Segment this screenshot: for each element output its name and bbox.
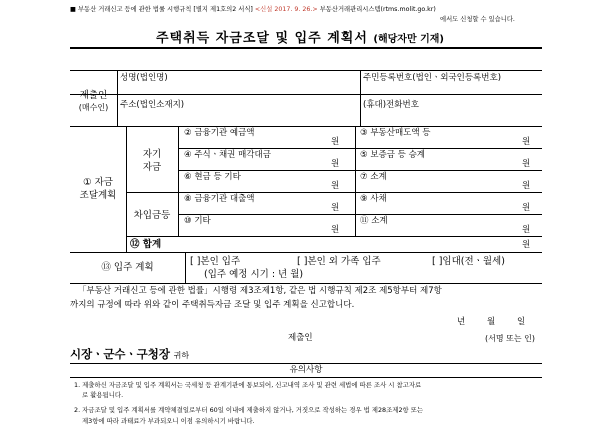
total-label: ⑫ 합계 <box>130 239 162 250</box>
online-note: 에서도 신청할 수 있습니다. <box>440 16 515 23</box>
date-month: 월 <box>487 317 496 327</box>
unit-won: 원 <box>522 181 531 191</box>
recipient-suffix: 귀하 <box>173 351 190 360</box>
self-move-in-checkbox[interactable]: [ ]본인 입주 <box>190 256 241 267</box>
family-move-in-checkbox[interactable]: [ ]본인 외 가족 입주 <box>297 256 381 267</box>
date-year: 년 <box>457 317 466 327</box>
other-borrowing-field[interactable]: ⑩ 기타 <box>184 216 211 226</box>
unit-won: 원 <box>331 203 340 213</box>
funding-section-label-2: 조달계획 <box>79 190 117 201</box>
funding-section-label: ① 자금 <box>83 177 113 188</box>
borrowed-funds-label: 차입금등 <box>133 210 171 221</box>
title-text: 주택취득 자금조달 및 입주 계획서 <box>155 31 368 46</box>
signature-label: 제출인 <box>288 333 313 343</box>
unit-won: 원 <box>331 225 340 235</box>
unit-won: 원 <box>522 203 531 213</box>
unit-won: 원 <box>331 181 340 191</box>
page-title <box>0 27 600 46</box>
submitter-sub-label: (매수인) <box>78 103 109 112</box>
move-in-plan-label: ⑬ 입주 계획 <box>101 262 154 273</box>
statement-line-2: 까지의 규정에 따라 위와 같이 주택취득자금 조달 및 입주 계획을 신고합니다. <box>70 300 355 310</box>
unit-won: 원 <box>331 159 340 169</box>
deposit-succession-field[interactable]: ⑤ 보증금 등 승계 <box>360 150 425 160</box>
signature-note: (서명 또는 인) <box>485 334 535 343</box>
bank-loan-field[interactable]: ⑧ 금융기관 대출액 <box>184 194 255 204</box>
lease-checkbox[interactable]: [ ]임대(전ㆍ월세) <box>432 256 505 267</box>
form-legal-header <box>70 6 540 14</box>
unit-won: 원 <box>522 137 531 147</box>
notes-title: 유의사항 <box>289 365 323 375</box>
note-1a: 1. 제출하신 자금조달 및 입주 계획서는 국세청 등 관계기관에 통보되어, 신고내역 조사 및 관련 세법에 따른 조사 시 참고자료 <box>74 381 422 389</box>
move-in-schedule[interactable]: (입주 예정 시기 : 년 월) <box>204 269 304 280</box>
real-estate-sale-field[interactable]: ③ 부동산매도액 등 <box>360 128 431 138</box>
deposit-amount-field[interactable]: ② 금융기관 예금액 <box>184 128 255 138</box>
online-system-name: 부동산거래관리시스템(rtms.molit.go.kr) <box>319 6 436 13</box>
private-loan-field[interactable]: ⑨ 사채 <box>360 194 387 204</box>
address-field[interactable]: 주소(법인소재지) <box>120 100 185 110</box>
borrowed-subtotal-field[interactable]: ⑪ 소계 <box>360 216 388 226</box>
recipient <box>70 346 189 362</box>
stocks-bonds-field[interactable]: ④ 주식ㆍ채권 매각대금 <box>184 150 271 160</box>
note-2b: 제3항에 따라 과태료가 부과되오니 이점 유의하시기 바랍니다. <box>82 417 255 425</box>
note-1b: 로 활용됩니다. <box>82 391 124 399</box>
unit-won: 원 <box>522 159 531 169</box>
own-funds-subtotal-field[interactable]: ⑦ 소계 <box>360 172 387 182</box>
unit-won: 원 <box>522 240 531 250</box>
unit-won: 원 <box>522 225 531 235</box>
own-funds-label: 자기 <box>142 149 162 160</box>
amendment-note: <신설 2017. 9. 26.> <box>254 6 318 13</box>
statement-line-1: 「부동산 거래신고 등에 관한 법률」시행령 제3조제1항, 같은 법 시행규칙 제2조 제5항부터 제7항 <box>78 286 442 296</box>
cash-other-field[interactable]: ⑥ 현금 등 기타 <box>184 172 241 182</box>
own-funds-label-2: 자금 <box>142 162 162 173</box>
note-2a: 2. 자금조달 및 입주 계획서를 계약체결일로부터 60일 이내에 제출하지 않거나, 거짓으로 작성하는 경우 법 제28조제2항 또는 <box>74 406 424 414</box>
name-field[interactable]: 성명(법인명) <box>120 73 168 83</box>
registration-number-field[interactable]: 주민등록번호(법인ㆍ외국인등록번호) <box>363 73 502 83</box>
date-day: 일 <box>517 317 526 327</box>
phone-field[interactable]: (휴대)전화번호 <box>363 100 419 110</box>
title-note: (해당자만 기재) <box>373 34 445 45</box>
recipient-name: 시장ㆍ군수ㆍ구청장 <box>70 347 170 361</box>
submitter-label: 제출인 <box>79 90 108 101</box>
unit-won: 원 <box>331 137 340 147</box>
legal-reference: ■ 부동산 거래신고 등에 관한 법률 시행규칙 [별지 제1호의2 서식] <box>70 6 253 13</box>
